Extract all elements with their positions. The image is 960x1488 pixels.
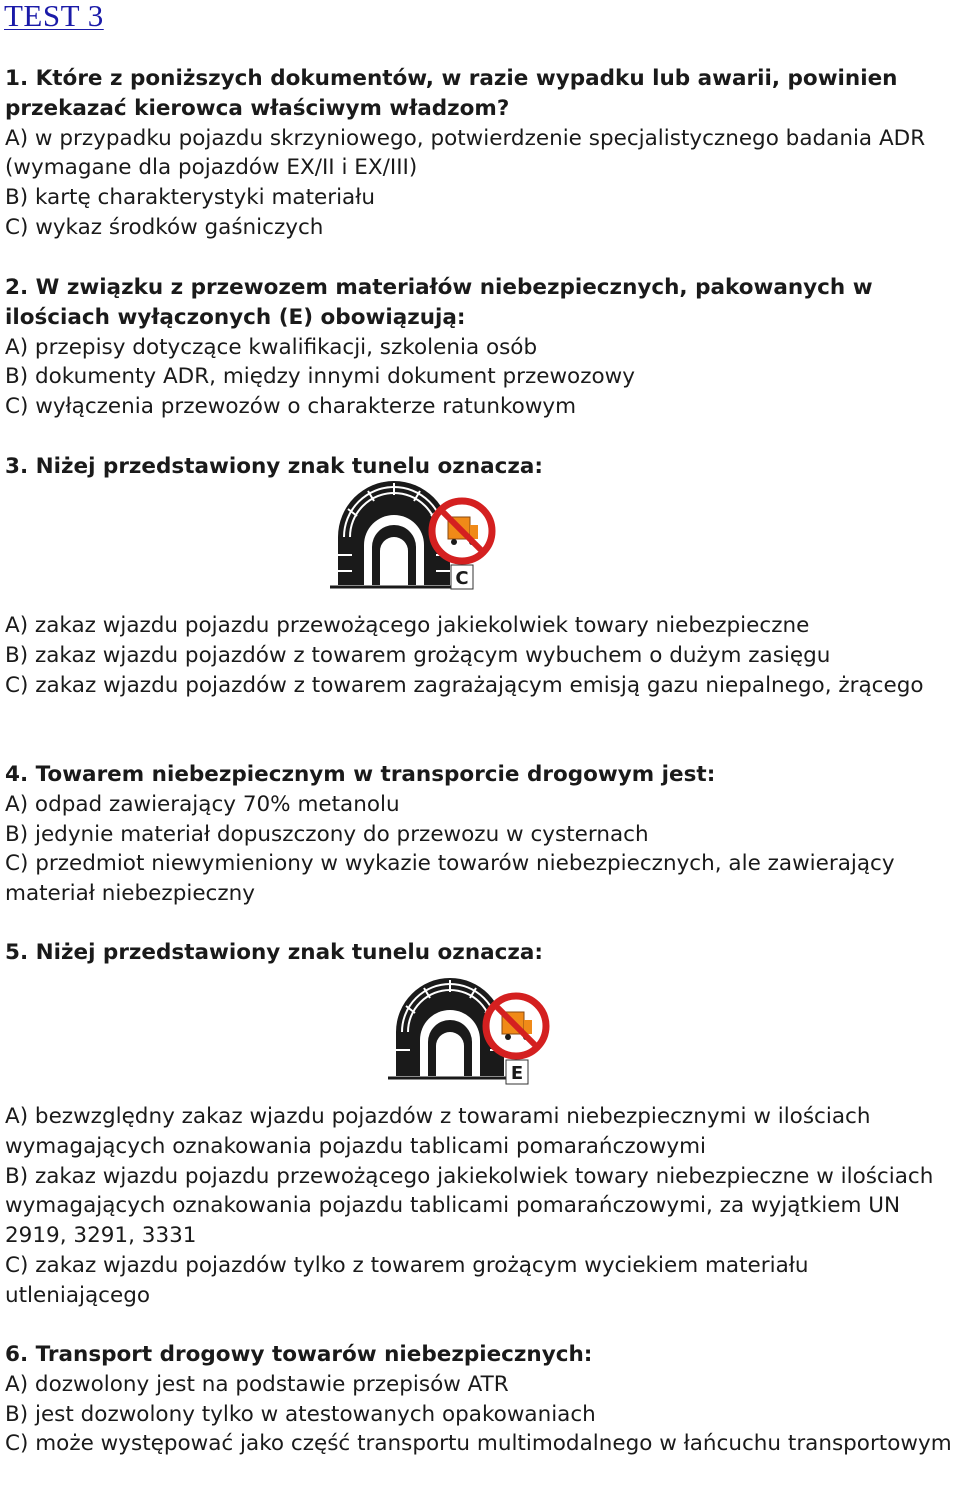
answer-option-b: B) jedynie materiał dopuszczony do przewozu w cysternach bbox=[5, 821, 649, 847]
answer-option-c: C) wyłączenia przewozów o charakterze ratunkowym bbox=[5, 394, 577, 420]
question-1 bbox=[5, 64, 960, 243]
answer-option-c: C) zakaz wjazdu pojazdów tylko z towarem grożącym wyciekiem materiału utleniającego bbox=[5, 1252, 809, 1308]
answer-option-a: A) przepisy dotyczące kwalifikacji, szkolenia osób bbox=[5, 334, 538, 360]
tunnel-category-letter: E bbox=[510, 1063, 524, 1084]
answer-option-c: C) przedmiot niewymieniony w wykazie towarów niebezpiecznych, ale zawierający materiał niebezpieczny bbox=[5, 851, 895, 907]
answer-option-c: C) wykaz środków gaśniczych bbox=[5, 214, 324, 240]
answer-option-a: A) odpad zawierający 70% metanolu bbox=[5, 791, 400, 817]
tunnel-sign-c-icon bbox=[330, 481, 500, 605]
question-3 bbox=[5, 452, 960, 482]
answer-option-b: B) dokumenty ADR, między innymi dokument przewozowy bbox=[5, 364, 635, 390]
answer-option-a: A) dozwolony jest na podstawie przepisów ATR bbox=[5, 1371, 509, 1397]
answer-option-a: A) bezwzględny zakaz wjazdu pojazdów z towarami niebezpiecznymi w ilościach wymagających oznakowania pojazdu tablicami pomarańczowymi bbox=[5, 1104, 871, 1159]
page-title: TEST 3 bbox=[4, 0, 104, 33]
question-stem: 3. Niżej przedstawiony znak tunelu oznacza: bbox=[5, 454, 544, 479]
question-2 bbox=[5, 273, 960, 422]
answer-option-a: A) w przypadku pojazdu skrzyniowego, potwierdzenie specjalistycznego badania ADR (wymagane dla pojazdów EX/II i EX/III) bbox=[5, 125, 926, 181]
question-stem: 1. Które z poniższych dokumentów, w razie wypadku lub awarii, powinien przekazać kierowca właściwym władzom? bbox=[5, 66, 898, 121]
question-stem: 2. W związku z przewozem materiałów niebezpiecznych, pakowanych w ilościach wyłączonych (E) obowiązują: bbox=[5, 275, 873, 330]
answer-option-a: A) zakaz wjazdu pojazdu przewożącego jakiekolwiek towary niebezpieczne bbox=[5, 613, 810, 638]
answer-option-c: C) zakaz wjazdu pojazdów z towarem zagrażającym emisją gazu niepalnego, żrącego bbox=[5, 672, 924, 698]
answer-option-b: B) jest dozwolony tylko w atestowanych opakowaniach bbox=[5, 1401, 596, 1427]
question-5 bbox=[5, 938, 960, 968]
question-3-options bbox=[5, 611, 960, 700]
question-6 bbox=[5, 1340, 960, 1459]
answer-option-b: B) zakaz wjazdu pojazdu przewożącego jakiekolwiek towary niebezpieczne w ilościach wymagających oznakowania pojazdu tablicami pomarańczowymi, za wyjątkiem UN 2919, 3291, 3331 bbox=[5, 1163, 934, 1249]
question-4 bbox=[5, 760, 960, 909]
tunnel-sign-e-icon bbox=[388, 978, 558, 1092]
question-stem: 4. Towarem niebezpiecznym w transporcie drogowym jest: bbox=[5, 762, 716, 787]
tunnel-category-letter: C bbox=[455, 568, 469, 589]
question-stem: 6. Transport drogowy towarów niebezpiecznych: bbox=[5, 1342, 593, 1367]
question-5-options bbox=[5, 1102, 960, 1311]
question-stem: 5. Niżej przedstawiony znak tunelu oznacza: bbox=[5, 940, 544, 965]
answer-option-b: B) kartę charakterystyki materiału bbox=[5, 185, 375, 211]
answer-option-c: C) może występować jako część transportu multimodalnego w łańcuchu transportowym bbox=[5, 1431, 952, 1457]
answer-option-b: B) zakaz wjazdu pojazdów z towarem grożącym wybuchem o dużym zasięgu bbox=[5, 642, 831, 668]
